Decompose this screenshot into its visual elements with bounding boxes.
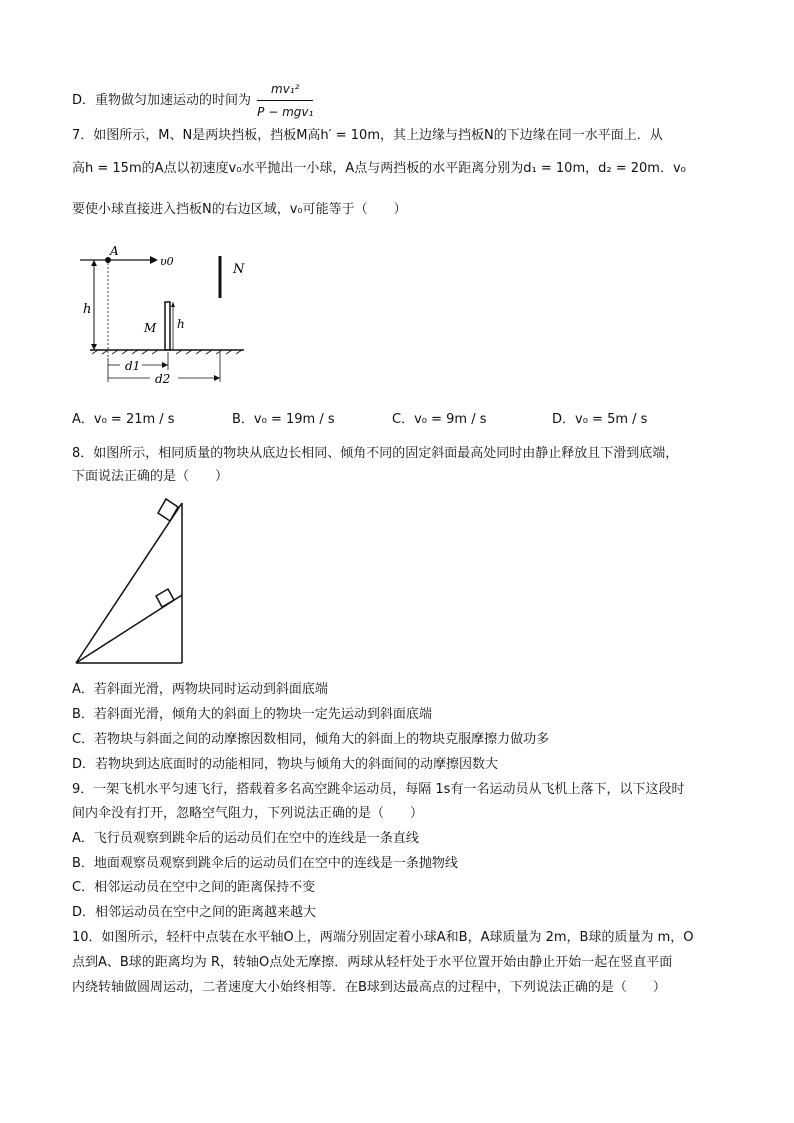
question9-line1: 9．一架飞机水平匀速飞行，搭载着多名高空跳伞运动员，每隔 1s有一名运动员从飞机上落下，以下这段时: [72, 782, 685, 797]
question10-line1: 10．如图所示，轻杆中点装在水平轴O上，两端分别固定着小球A和B，A球质量为 2m，B球的质量为 m，O: [72, 930, 694, 945]
question9-option-d: D．相邻运动员在空中之间的距离越来越大: [72, 905, 317, 920]
block-shallow: [156, 589, 174, 607]
option-d-text: D．重物做匀加速运动的时间为: [72, 93, 252, 108]
question8-line2: 下面说法正确的是（ ）: [72, 469, 229, 484]
block-steep: [158, 499, 178, 521]
question8-option-d: D．若物块到达底面时的动能相同，物块与倾角大的斜面间的动摩擦因数大: [72, 757, 499, 772]
question7-figure: [72, 238, 257, 393]
question7-option-c: C．v₀ = 9m / s: [392, 412, 487, 427]
label-h-mid: h: [177, 317, 185, 331]
question7-option-b: B．v₀ = 19m / s: [232, 412, 335, 427]
label-d2: d2: [155, 372, 171, 386]
question9-option-b: B．地面观察员观察到跳伞后的运动员们在空中的连线是一条抛物线: [72, 856, 458, 871]
fraction-expression: [257, 80, 313, 121]
question8-line1: 8．如图所示，相同质量的物块从底边长相同、倾角不同的固定斜面最高处同时由静止释放且下滑到底端，: [72, 446, 679, 461]
question8-option-b: B．若斜面光滑，倾角大的斜面上的物块一定先运动到斜面底端: [72, 707, 432, 722]
question7-line1: 7．如图所示，M、N是两块挡板，挡板M高h′ = 10m，其上边缘与挡板N的下边缘在同一水平面上．从: [72, 128, 663, 143]
fraction-denominator: P − mgv₁: [257, 105, 314, 119]
question9-line2: 间内伞没有打开，忽略空气阻力，下列说法正确的是（ ）: [72, 806, 424, 821]
fraction-numerator: mv₁²: [257, 80, 313, 101]
question9-option-c: C．相邻运动员在空中之间的距离保持不变: [72, 880, 316, 895]
question7-option-d: D．v₀ = 5m / s: [552, 412, 648, 427]
barrier-m: [165, 302, 170, 350]
label-a: A: [110, 244, 119, 258]
question7-line3: 要使小球直接进入挡板N的右边区域，v₀可能等于（ ）: [72, 202, 407, 217]
question10-line3: 内绕转轴做圆周运动，二者速度大小始终相等．在B球到达最高点的过程中，下列说法正确的是（ ）: [72, 980, 666, 995]
question8-option-c: C．若物块与斜面之间的动摩擦因数相同，倾角大的斜面上的物块克服摩擦力做功多: [72, 732, 550, 747]
label-v0: υ0: [160, 255, 174, 268]
question7-line2: 高h = 15m的A点以初速度v₀水平抛出一小球，A点与两挡板的水平距离分别为d₁ = 10m，d₂ = 20m．v₀: [72, 161, 686, 176]
question6-option-d: [72, 80, 313, 121]
label-h-left: h: [83, 302, 92, 317]
question8-option-a: A．若斜面光滑，两物块同时运动到斜面底端: [72, 682, 328, 697]
question7-option-a: A．v₀ = 21m / s: [72, 412, 175, 427]
steep-incline: [76, 503, 182, 663]
velocity-arrow-icon: [150, 256, 158, 264]
label-m: M: [144, 321, 157, 335]
label-n: N: [233, 262, 245, 277]
question10-line2: 点到A、B球的距离均为 R，转轴O点处无摩擦．两球从轻杆处于水平位置开始由静止开始一起在竖直平面: [72, 955, 673, 970]
question8-figure: [74, 489, 189, 669]
question9-option-a: A．飞行员观察到跳伞后的运动员们在空中的连线是一条直线: [72, 831, 419, 846]
label-d1: d1: [125, 359, 141, 373]
